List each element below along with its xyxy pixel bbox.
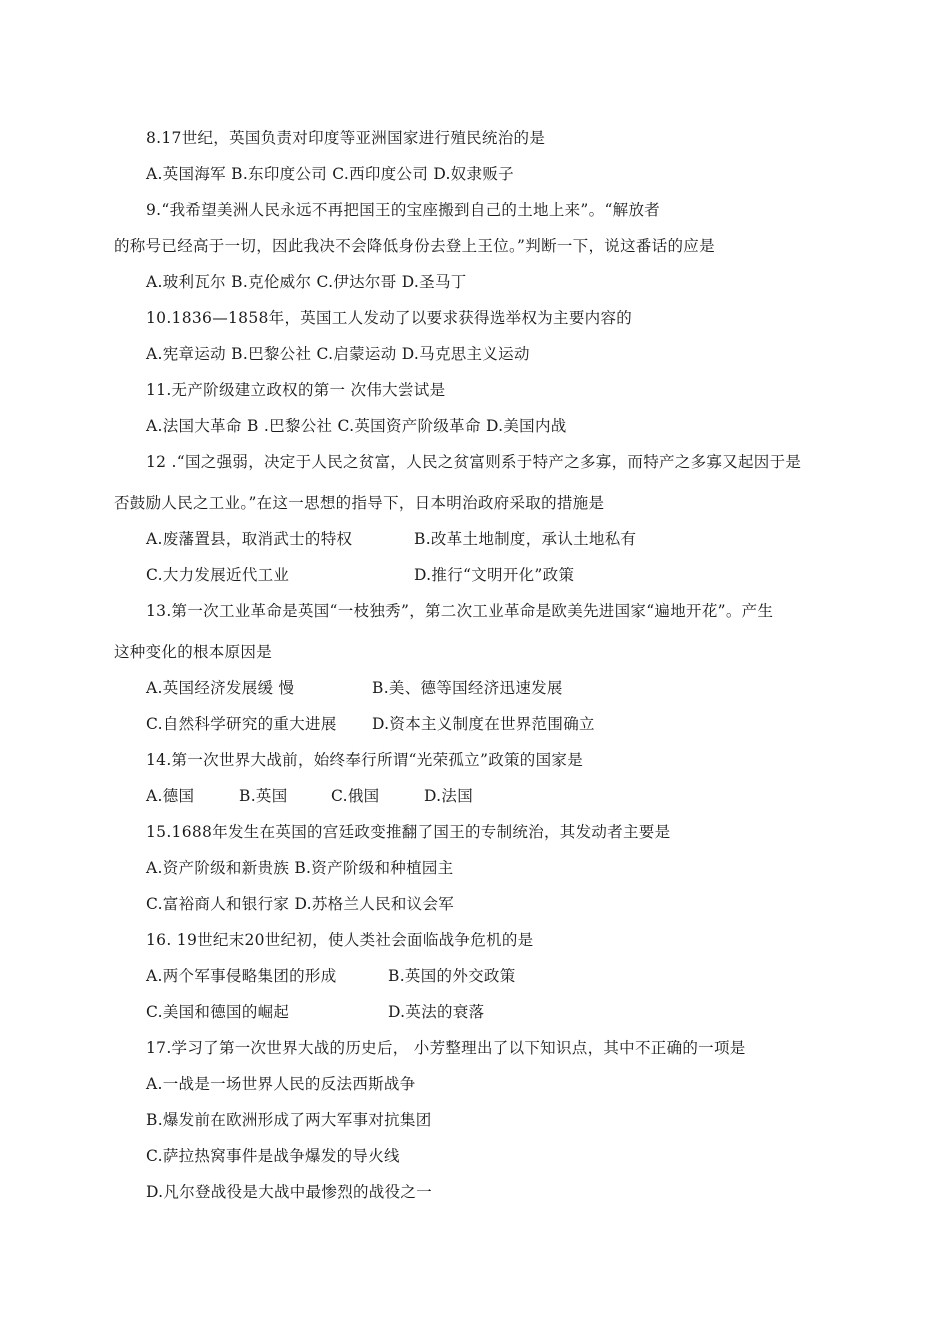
question-14-stem: 14.第一次世界大战前，始终奉行所谓“光荣孤立”政策的国家是	[146, 751, 583, 769]
question-12-option-d: D.推行“文明开化”政策	[414, 566, 575, 584]
question-13-option-a: A.英国经济发展缓 慢	[146, 679, 295, 697]
question-15-options-line2: C.富裕商人和银行家 D.苏格兰人民和议会军	[146, 895, 455, 913]
question-17-option-c: C.萨拉热窝事件是战争爆发的导火线	[146, 1147, 400, 1165]
question-14-option-d: D.法国	[424, 787, 474, 805]
question-15-options-line1: A.资产阶级和新贵族 B.资产阶级和种植园主	[146, 859, 454, 877]
question-17-stem: 17.学习了第一次世界大战的历史后， 小芳整理出了以下知识点，其中不正确的一项是	[146, 1039, 746, 1057]
question-11-options: A.法国大革命 B .巴黎公社 C.英国资产阶级革命 D.美国内战	[146, 417, 567, 435]
question-14-option-b: B.英国	[239, 787, 288, 805]
question-12-option-b: B.改革土地制度，承认土地私有	[414, 530, 637, 548]
question-16-stem: 16. 19世纪末20世纪初，使人类社会面临战争危机的是	[146, 931, 534, 949]
question-13-stem-line1: 13.第一次工业革命是英国“一枝独秀”，第二次工业革命是欧美先进国家“遍地开花”。产生	[146, 602, 774, 620]
question-13-option-b: B.美、德等国经济迅速发展	[372, 679, 563, 697]
question-17-option-a: A.一战是一场世界人民的反法西斯战争	[146, 1075, 416, 1093]
question-16-option-c: C.美国和德国的崛起	[146, 1003, 290, 1021]
question-13-option-c: C.自然科学研究的重大进展	[146, 715, 337, 733]
question-10-stem: 10.1836—1858年，英国工人发动了以要求获得选举权为主要内容的	[146, 309, 633, 327]
question-8-options: A.英国海军 B.东印度公司 C.西印度公司 D.奴隶贩子	[146, 165, 514, 183]
question-11-stem: 11.无产阶级建立政权的第一 次伟大尝试是	[146, 381, 446, 399]
question-16-option-d: D.英法的衰落	[388, 1003, 485, 1021]
question-14-option-c: C.俄国	[331, 787, 380, 805]
question-14-option-a: A.德国	[146, 787, 195, 805]
question-13-stem-line2: 这种变化的根本原因是	[114, 643, 273, 661]
question-17-option-d: D.凡尔登战役是大战中最惨烈的战役之一	[146, 1183, 433, 1201]
question-15-stem: 15.1688年发生在英国的宫廷政变推翻了国王的专制统治，其发动者主要是	[146, 823, 671, 841]
question-8-stem: 8.17世纪，英国负责对印度等亚洲国家进行殖民统治的是	[146, 129, 546, 147]
question-12-stem-line2: 否鼓励人民之工业。”在这一思想的指导下，日本明治政府采取的措施是	[114, 494, 605, 512]
question-9-stem-line2: 的称号已经高于一切，因此我决不会降低身份去登上王位。”判断一下，说这番话的应是	[114, 237, 715, 255]
question-9-stem-line1: 9.“我希望美洲人民永远不再把国王的宝座搬到自己的土地上来”。“解放者	[146, 201, 661, 219]
question-10-options: A.宪章运动 B.巴黎公社 C.启蒙运动 D.马克思主义运动	[146, 345, 530, 363]
question-9-options: A.玻利瓦尔 B.克伦威尔 C.伊达尔哥 D.圣马丁	[146, 273, 467, 291]
question-12-option-c: C.大力发展近代工业	[146, 566, 290, 584]
question-13-option-d: D.资本主义制度在世界范围确立	[372, 715, 595, 733]
question-17-option-b: B.爆发前在欧洲形成了两大军事对抗集团	[146, 1111, 432, 1129]
question-12-option-a: A.废藩置县，取消武士的特权	[146, 530, 353, 548]
question-16-option-b: B.英国的外交政策	[388, 967, 516, 985]
question-12-stem-line1: 12 .“国之强弱，决定于人民之贫富，人民之贫富则系于特产之多寡，而特产之多寡又起因于是	[146, 453, 802, 471]
question-16-option-a: A.两个军事侵略集团的形成	[146, 967, 337, 985]
